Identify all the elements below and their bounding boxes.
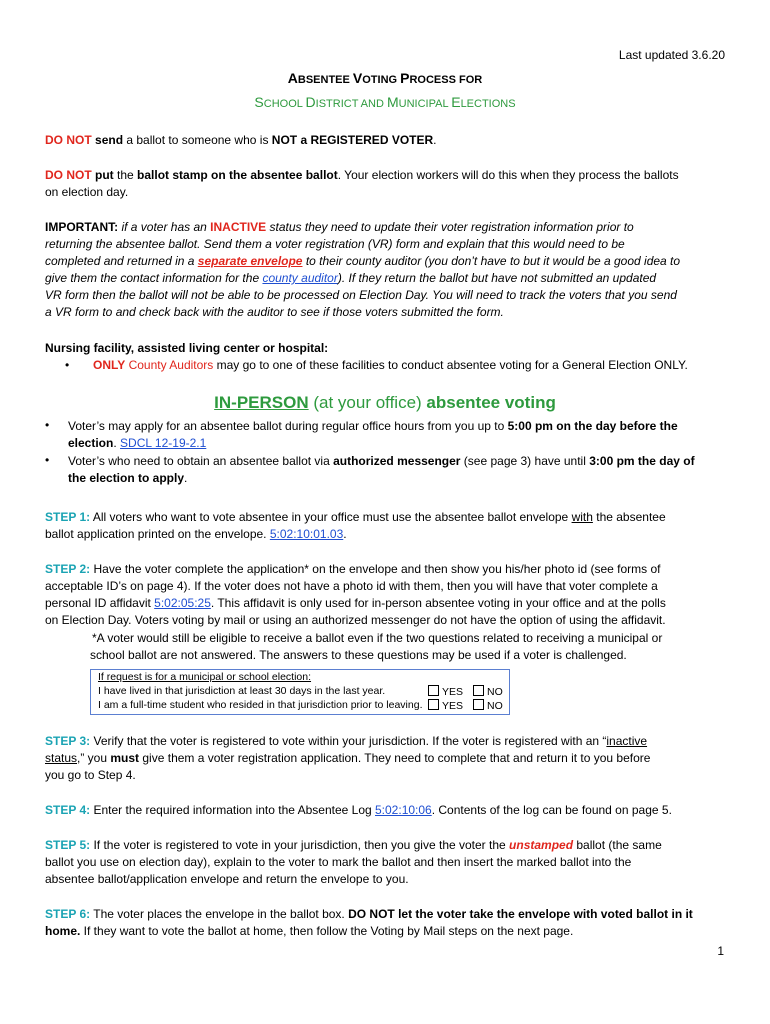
title-line-1: ABSENTEE VOTING PROCESS FOR: [287, 70, 483, 86]
absentee-log-link[interactable]: 5:02:10:06: [375, 803, 432, 817]
county-auditor-link[interactable]: county auditor: [262, 271, 338, 285]
step-2-line-5: *A voter would still be eligible to receive a ballot even if the two questions related to receiving a municipal or: [92, 631, 663, 645]
step-5-line-3: absentee ballot/application envelope and return the envelope to you.: [45, 872, 409, 886]
paragraph-stamp-line-2: on election day.: [45, 185, 129, 199]
form-title: If request is for a municipal or school election:: [98, 671, 312, 683]
step-2-line-4: on Election Day. Voters voting by mail or using an authorized messenger do not have the option of using the affidavit.: [45, 613, 666, 627]
step-4-line-1: STEP 4: Enter the required information into the Absentee Log 5:02:10:06. Contents of the log can be found on page 5.: [45, 803, 672, 817]
bullet-2-line-1: Voter’s who need to obtain an absentee ballot via authorized messenger (see page 3) have until 3:00 pm the day of: [68, 454, 695, 468]
form-q1-yes: YES: [428, 685, 463, 698]
municipal-school-form-excerpt: [90, 669, 510, 715]
sdcl-link[interactable]: SDCL 12-19-2.1: [120, 436, 207, 450]
important-line-2: returning the absentee ballot. Send them a voter registration (VR) form and explain that this would need to be: [45, 237, 625, 251]
important-line-6: a VR form to and check back with the auditor to see if those voters submitted the form.: [45, 305, 504, 319]
page-number: 1: [717, 944, 724, 958]
important-line-3: completed and returned in a separate envelope to their county auditor (you don’t have to but it would be a good idea to: [45, 254, 681, 268]
form-question-2: I am a full-time student who resided in that jurisdiction prior to leaving.: [98, 699, 423, 711]
in-person-heading: IN-PERSON (at your office) absentee voting: [214, 393, 556, 412]
affidavit-link[interactable]: 5:02:05:25: [154, 596, 211, 610]
form-q2-yes: YES: [428, 699, 463, 712]
bullet-2-line-2: the election to apply.: [68, 471, 188, 485]
last-updated: Last updated 3.6.20: [618, 48, 725, 62]
checkbox-icon: [428, 685, 439, 696]
checkbox-icon: [428, 699, 439, 710]
step-3-line-2: status,” you must give them a voter registration application. They need to complete that and return it to you before: [45, 751, 651, 765]
step-6-line-1: STEP 6: The voter places the envelope in the ballot box. DO NOT let the voter take the envelope with voted ballot in it: [45, 907, 693, 921]
step-3-line-1: STEP 3: Verify that the voter is registered to vote within your jurisdiction. If the voter is registered with an “inactive: [45, 734, 648, 748]
rule-link-01-03[interactable]: 5:02:10:01.03: [269, 527, 344, 541]
step-2-line-2: acceptable ID’s on page 4). If the voter does not have a photo id with them, then you will have that voter complete a: [45, 579, 658, 593]
checkbox-icon: [473, 685, 484, 696]
form-q2-no: NO: [473, 699, 503, 712]
step-2-line-6: school ballot are not answered. The answers to these questions may be used if a voter is challenged.: [90, 648, 627, 662]
bullet-icon: •: [65, 358, 70, 372]
checkbox-icon: [473, 699, 484, 710]
title-line-2: SCHOOL DISTRICT AND MUNICIPAL ELECTIONS: [254, 94, 516, 110]
important-line-5: VR form then the ballot will not be able to be processed on Election Day. You will need to track the voters that you send: [45, 288, 677, 302]
bullet-1-line-2: election. SDCL 12-19-2.1: [68, 436, 207, 450]
step-6-line-2: home. If they want to vote the ballot at home, then follow the Voting by Mail steps on the next page.: [45, 924, 574, 938]
form-q1-no: NO: [473, 685, 503, 698]
important-line-4: give them the contact information for the county auditor). If they return the ballot but have not submitted an updated: [45, 271, 657, 285]
nursing-heading: Nursing facility, assisted living center or hospital:: [45, 341, 329, 355]
step-1-line-1: STEP 1: All voters who want to vote absentee in your office must use the absentee ballot envelope with the absentee: [45, 510, 666, 524]
bullet-icon: •: [45, 418, 50, 432]
nursing-bullet: • ONLY County Auditors may go to one of these facilities to conduct absentee voting for a General Election ONLY.: [65, 358, 688, 372]
step-5-line-2: ballot you use on election day), explain to the voter to mark the ballot and then insert the marked ballot into the: [45, 855, 632, 869]
bullet-1-line-1: Voter’s may apply for an absentee ballot during regular office hours from you up to 5:00 pm on the day before the: [68, 419, 678, 433]
step-1-line-2: ballot application printed on the envelope. 5:02:10:01.03.: [45, 527, 347, 541]
bullet-icon: •: [45, 453, 50, 467]
step-3-line-3: you go to Step 4.: [45, 768, 136, 782]
paragraph-not-registered: DO NOT send a ballot to someone who is NOT a REGISTERED VOTER.: [45, 133, 437, 147]
paragraph-stamp-line-1: DO NOT put the ballot stamp on the absentee ballot. Your election workers will do this when they process the ballots: [45, 168, 679, 182]
important-line-1: IMPORTANT: if a voter has an INACTIVE status they need to update their voter registration information prior to: [45, 220, 634, 234]
step-2-line-1: STEP 2: Have the voter complete the application* on the envelope and then show you his/her photo id (see forms of: [45, 562, 661, 576]
step-5-line-1: STEP 5: If the voter is registered to vote in your jurisdiction, then you give the voter the unstamped ballot (the same: [45, 838, 662, 852]
form-question-1: I have lived in that jurisdiction at least 30 days in the last year.: [98, 685, 386, 697]
step-2-line-3: personal ID affidavit 5:02:05:25. This affidavit is only used for in-person absentee voting in your office and at the polls: [45, 596, 666, 610]
